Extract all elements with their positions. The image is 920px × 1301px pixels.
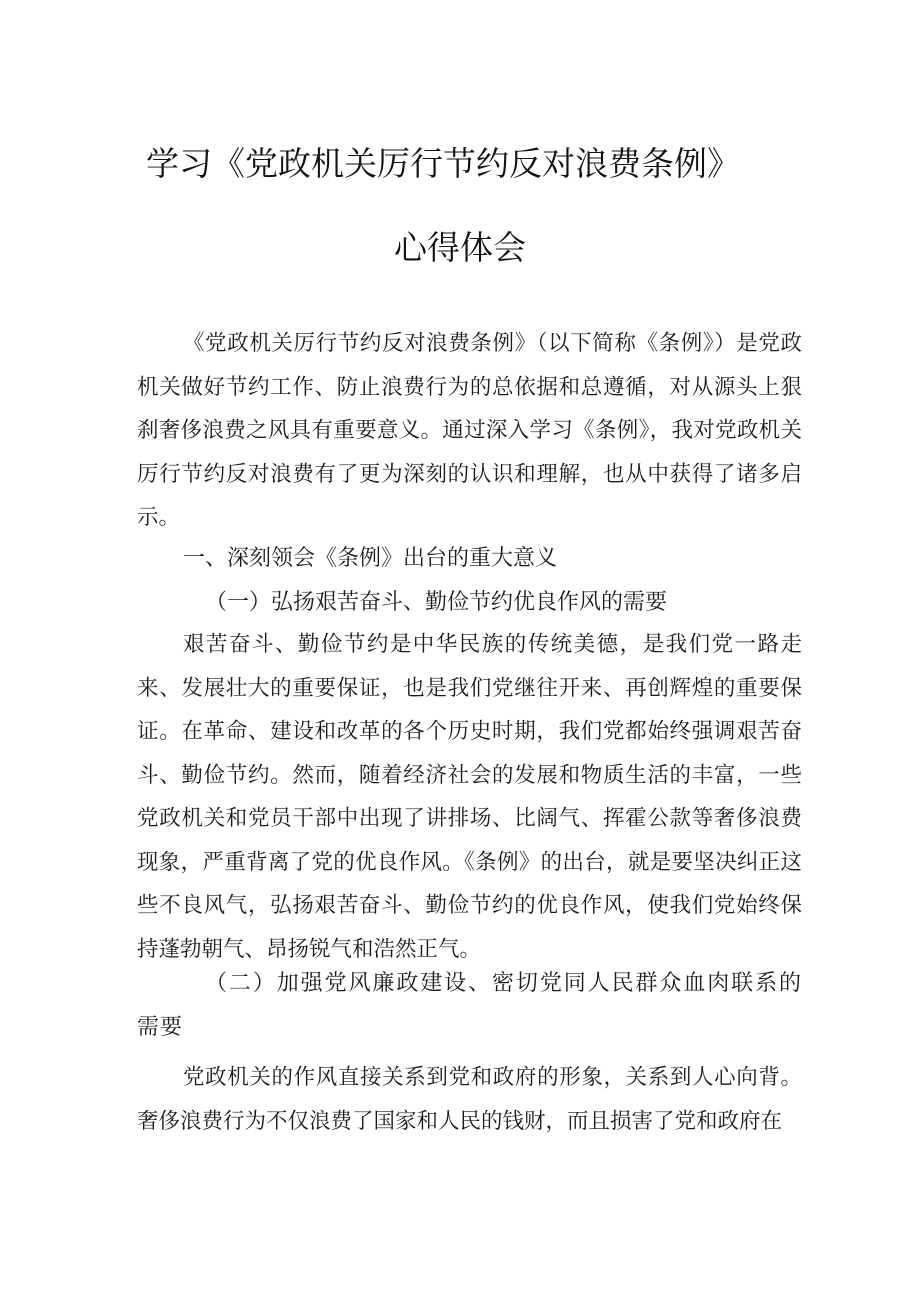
subsection-2-paragraph: 党政机关的作风直接关系到党和政府的形象，关系到人心向背。奢侈浪费行为不仅浪费了国家和人民的钱财，而且损害了党和政府在 — [137, 1065, 802, 1134]
document-title-line-2: 心得体会 — [394, 228, 526, 267]
document-title-line-1: 学习《党政机关厉行节约反对浪费条例》 — [146, 144, 740, 183]
subsection-1-paragraph: 艰苦奋斗、勤俭节约是中华民族的传统美德，是我们党一路走来、发展壮大的重要保证，也是我们党继往开来、再创辉煌的重要保证。在革命、建设和改革的各个历史时期，我们党都始终强调艰苦奋斗、勤俭节约。然而，随着经济社会的发展和物质生活的丰富，一些党政机关和党员干部中出现了讲排场、比阔气、挥霍公款等奢侈浪费现象，严重背离了党的优良作风。《条例》的出台，就是要坚决纠正这些不良风气，弘扬艰苦奋斗、勤俭节约的优良作风，使我们党始终保持蓬勃朝气、昂扬锐气和浩然正气。 — [137, 632, 802, 962]
intro-paragraph: 《党政机关厉行节约反对浪费条例》（以下简称《条例》）是党政机关做好节约工作、防止浪费行为的总依据和总遵循，对从源头上狠刹奢侈浪费之风具有重要意义。通过深入学习《条例》，我对党政机关厉行节约反对浪费有了更为深刻的认识和理解，也从中获得了诸多启示。 — [137, 331, 802, 530]
subsection-1-heading: （一）弘扬艰苦奋斗、勤俭节约优良作风的需要 — [205, 590, 668, 615]
subsection-2-heading: （二）加强党风廉政建设、密切党同人民群众血肉联系的需要 — [137, 971, 802, 1040]
section-1-heading: 一、深刻领会《条例》出台的重大意义 — [183, 546, 558, 571]
